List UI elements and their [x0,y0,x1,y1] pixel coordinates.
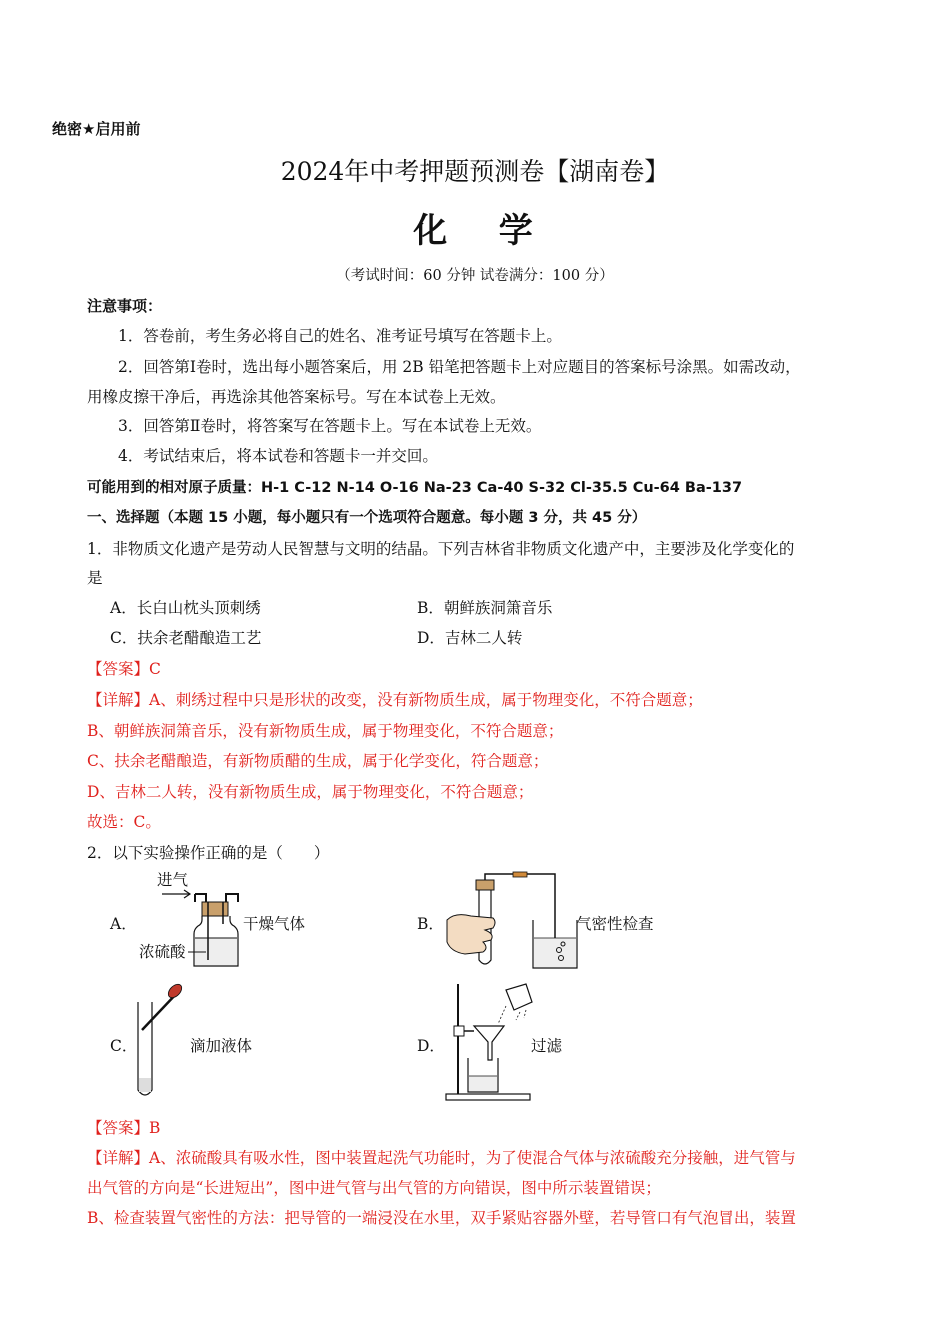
q1-stem: 1．非物质文化遗产是劳动人民智慧与文明的结晶。下列吉林省非物质文化遗产中，主要涉及化学变化的 [87,540,795,558]
q2-explanation-line: B、检查装置气密性的方法：把导管的一端浸没在水里，双手紧贴容器外壁，若导管口有气泡冒出，装置 [87,1209,796,1227]
q2-option-c-caption: 滴加液体 [190,1037,253,1055]
q1-option-d: D．吉林二人转 [417,629,523,647]
q1-stem-cont: 是 [87,569,103,587]
q1-option-c: C．扶余老醋酿造工艺 [110,629,262,647]
q2-option-a-letter: A． [110,915,137,933]
inlet-label: 进气 [157,871,189,889]
q1-option-a: A．长白山枕头顶刺绣 [110,599,261,617]
dropper-illustration [130,982,200,1100]
confidential-mark: 绝密★启用前 [52,120,141,138]
q2-explanation-line: 出气管的方向是“长进短出”，图中进气管与出气管的方向错误，图中所示装置错误； [87,1179,661,1197]
q2-option-d-caption: 过滤 [531,1037,563,1055]
section-heading: 一、选择题（本题 15 小题，每小题只有一个选项符合题意。每小题 3 分，共 45 分） [87,510,647,526]
q2-option-d-letter: D． [417,1037,445,1055]
notice-item: 2．回答第Ⅰ卷时，选出每小题答案后，用 2B 铅笔把答题卡上对应题目的答案标号涂黑。如需改动， [118,358,801,376]
notice-item: 1．答卷前，考生务必将自己的姓名、准考证号填写在答题卡上。 [118,327,562,345]
exam-title: 2024年中考押题预测卷【湖南卷】 [280,157,670,186]
notice-heading: 注意事项： [87,297,163,315]
q2-explanation-line: 【详解】A、浓硫酸具有吸水性，图中装置起洗气功能时，为了使混合气体与浓硫酸充分接触，进气管与 [87,1149,796,1167]
exam-info: （考试时间：60 分钟 试卷满分：100 分） [336,268,614,284]
filtration-illustration [440,980,540,1102]
airtightness-check-illustration [445,872,580,972]
notice-item: 3．回答第Ⅱ卷时，将答案写在答题卡上。写在本试卷上无效。 [118,417,542,435]
q1-option-b: B．朝鲜族洞箫音乐 [417,599,553,617]
notice-item: 用橡皮擦干净后，再选涂其他答案标号。写在本试卷上无效。 [87,388,506,406]
acid-label: 浓硫酸 [139,943,186,961]
q2-option-b-letter: B． [417,915,444,933]
q1-explanation-line: D、吉林二人转，没有新物质生成，属于物理变化，不符合题意； [87,783,534,801]
notice-item: 4．考试结束后，将本试卷和答题卡一并交回。 [118,447,438,465]
q2-option-b-caption: 气密性检查 [576,915,654,933]
q2-option-a-caption: 干燥气体 [243,915,306,933]
gas-washing-bottle-illustration [150,880,250,975]
q1-explanation-line: 故选：C。 [87,813,161,831]
q2-answer: 【答案】B [87,1119,161,1137]
q1-explanation-line: B、朝鲜族洞箫音乐，没有新物质生成，属于物理变化，不符合题意； [87,722,564,740]
q1-answer: 【答案】C [87,660,161,678]
q2-stem: 2．以下实验操作正确的是（ ） [87,844,330,862]
q2-option-c-letter: C． [110,1037,138,1055]
q1-explanation-line: 【详解】A、刺绣过程中只是形状的改变，没有新物质生成，属于物理变化，不符合题意； [87,691,703,709]
q1-explanation-line: C、扶余老醋酿造，有新物质醋的生成，属于化学变化，符合题意； [87,752,549,770]
atomic-masses: 可能用到的相对原子质量：H-1 C-12 N-14 O-16 Na-23 Ca-40 S-32 Cl-35.5 Cu-64 Ba-137 [87,480,743,496]
subject-title: 化 学 [413,211,537,251]
